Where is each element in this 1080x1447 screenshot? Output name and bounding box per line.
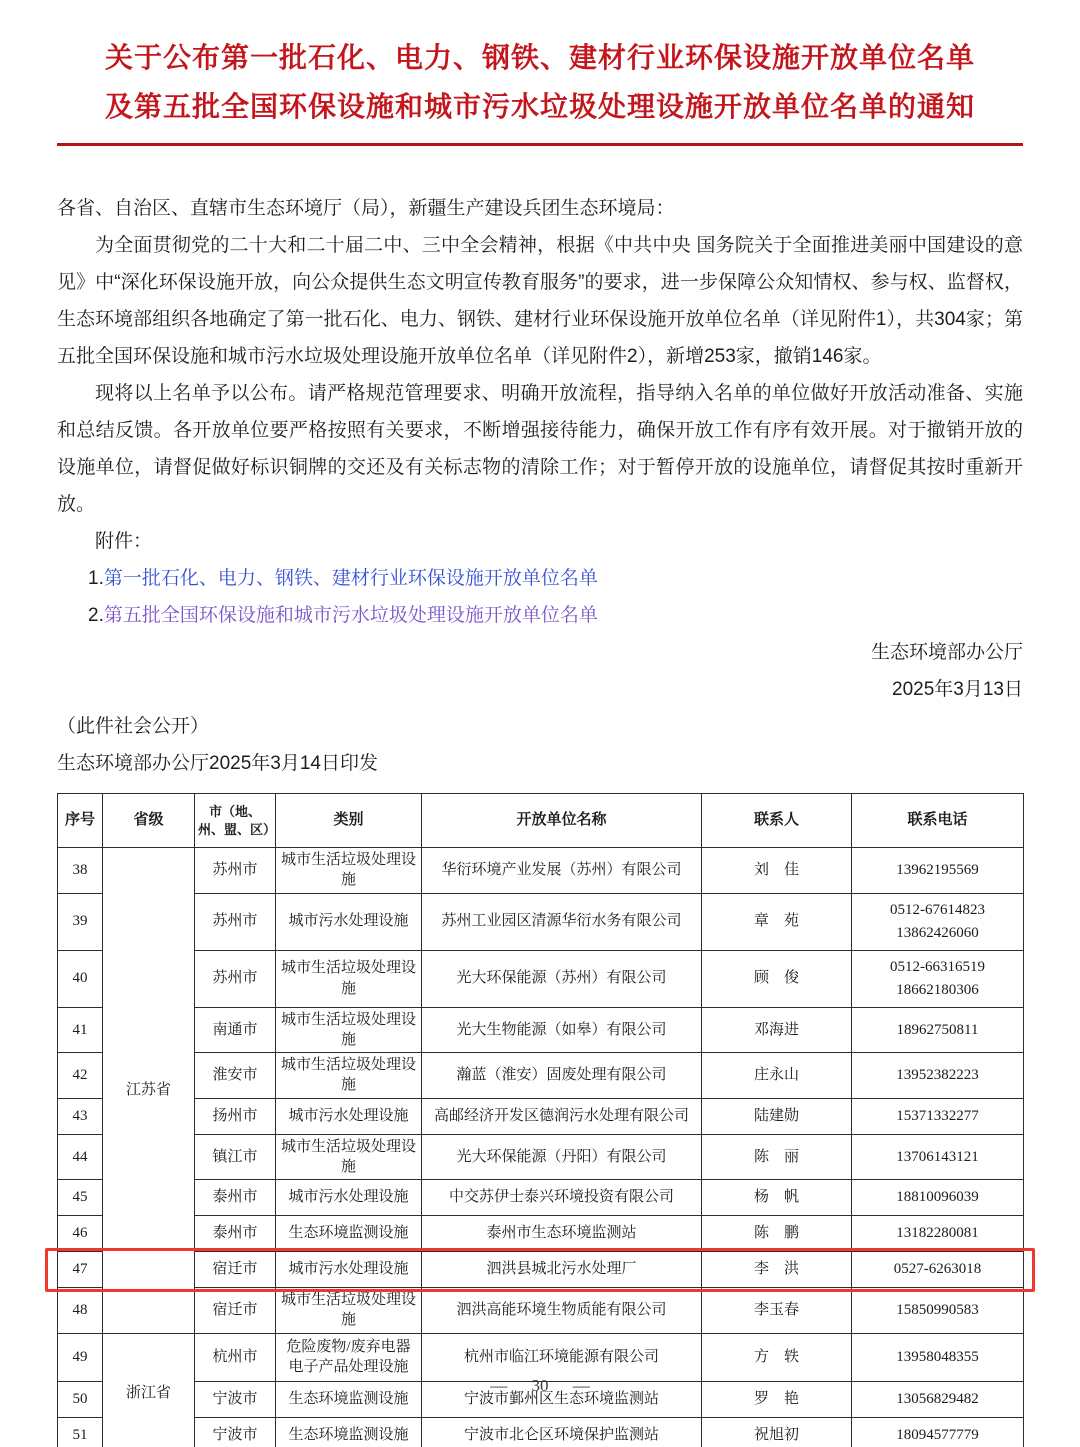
table-row [58,1098,1024,1134]
cell-city: 泰州市 [195,1216,276,1252]
cell-phone [852,1053,1024,1099]
document-title-line2: 及第五批全国环保设施和城市污水垃圾处理设施开放单位名单的通知 [104,91,975,122]
cell-unit: 苏州工业园区清源华衍水务有限公司 [422,893,702,950]
cell-unit: 杭州市临江环境能源有限公司 [422,1333,702,1381]
phone-line: 18810096039 [896,1189,979,1206]
header-phone: 联系电话 [852,794,1024,848]
phone-line: 13182280081 [896,1225,979,1242]
header-seq: 序号 [58,794,103,848]
table-row [58,848,1024,894]
cell-unit: 华衍环境产业发展（苏州）有限公司 [422,848,702,894]
header-province: 省级 [103,794,195,848]
phone-line: 15850990583 [896,1302,979,1318]
public-note: （此件社会公开） [57,716,210,737]
cell-seq: 47 [58,1252,103,1288]
cell-unit: 宁波市北仑区环境保护监测站 [422,1417,702,1447]
cell-city: 苏州市 [195,893,276,950]
table-row [58,1007,1024,1053]
cell-category: 城市生活垃圾处理设施 [276,950,422,1007]
attachment-2-link[interactable]: 第五批全国环保设施和城市污水垃圾处理设施开放单位名单 [103,605,598,626]
attachments-label: 附件： [95,531,153,552]
table-row [58,1216,1024,1252]
cell-city: 镇江市 [195,1134,276,1180]
cell-unit: 泗洪高能环境生物质能有限公司 [422,1288,702,1334]
units-table [57,793,1024,1447]
header-category: 类别 [276,794,422,848]
header-contact: 联系人 [702,794,852,848]
cell-unit: 高邮经济开发区德润污水处理有限公司 [422,1098,702,1134]
phone-line: 13056829482 [896,1390,979,1407]
cell-unit: 瀚蓝（淮安）固废处理有限公司 [422,1053,702,1099]
cell-seq: 40 [58,950,103,1007]
title-divider [57,143,1023,146]
cell-city: 宁波市 [195,1417,276,1447]
cell-city: 扬州市 [195,1098,276,1134]
attachment-1-number: 1. [88,568,104,589]
cell-phone [852,1134,1024,1180]
cell-seq: 42 [58,1053,103,1099]
cell-seq: 41 [58,1007,103,1053]
cell-phone [852,1288,1024,1334]
phone-line: 18094577779 [896,1426,979,1443]
cell-category: 生态环境监测设施 [276,1216,422,1252]
cell-contact: 陆建勋 [702,1098,852,1134]
cell-category: 危险废物/废弃电器电子产品处理设施 [276,1333,422,1381]
paragraph-1: 为全面贯彻党的二十大和二十届二中、三中全会精神，根据《中共中央 国务院关于全面推进美丽中国建设的意见》中“深化环保设施开放，向公众提供生态文明宣传教育服务”的要求，进一步保障公众知情权、参与权、监督权，生态环境部组织各地确定了第一批石化、电力、钢铁、建材行业环保设施开放单位名单（详见附件1），共304家；第五批全国环保设施和城市污水垃圾处理设施开放单位名单（详见附件2），新增253家，撤销146家。 [57,235,1023,367]
cell-city: 泰州市 [195,1180,276,1216]
table-header-row [58,794,1024,848]
cell-city: 宿迁市 [195,1252,276,1288]
cell-phone [852,1252,1024,1288]
cell-seq: 45 [58,1180,103,1216]
cell-contact: 章 苑 [702,893,852,950]
cell-contact: 罗 艳 [702,1381,852,1417]
cell-seq: 48 [58,1288,103,1334]
phone-line: 13952382223 [896,1067,979,1083]
cell-seq: 50 [58,1381,103,1417]
phone-line: 13862426060 [896,924,979,941]
paragraph-2: 现将以上名单予以公布。请严格规范管理要求、明确开放流程，指导纳入名单的单位做好开放活动准备、实施和总结反馈。各开放单位要严格按照有关要求，不断增强接待能力，确保开放工作有序有效开展。对于撤销开放的设施单位，请督促做好标识铜牌的交还及有关标志物的清除工作；对于暂停开放的设施单位，请督促其按时重新开放。 [57,383,1023,515]
cell-unit: 光大环保能源（丹阳）有限公司 [422,1134,702,1180]
cell-contact: 李 洪 [702,1252,852,1288]
salutation-line: 各省、自治区、直辖市生态环境厅（局），新疆生产建设兵团生态环境局： [57,198,675,219]
table-row [58,1333,1024,1381]
table-row [58,1417,1024,1447]
phone-line: 15371332277 [896,1107,979,1124]
cell-unit: 中交苏伊士泰兴环境投资有限公司 [422,1180,702,1216]
document-body [57,190,1023,782]
cell-category: 生态环境监测设施 [276,1417,422,1447]
phone-line: 13958048355 [896,1348,979,1365]
table-row-highlighted [58,1252,1024,1288]
cell-city: 宿迁市 [195,1288,276,1334]
cell-category: 城市生活垃圾处理设施 [276,1288,422,1334]
phone-line: 13962195569 [896,862,979,878]
cell-phone [852,848,1024,894]
units-table-wrapper [57,793,1023,1447]
document-title-line1: 关于公布第一批石化、电力、钢铁、建材行业环保设施开放单位名单 [104,42,975,73]
attachment-line-1 [57,560,1023,597]
table-row [58,1053,1024,1099]
attachment-2-number: 2. [88,605,104,626]
cell-contact: 庄永山 [702,1053,852,1099]
phone-line: 13706143121 [896,1148,979,1165]
cell-phone [852,1333,1024,1381]
cell-contact: 陈 鹏 [702,1216,852,1252]
cell-category: 城市污水处理设施 [276,1252,422,1288]
header-unit-name: 开放单位名称 [422,794,702,848]
cell-seq: 44 [58,1134,103,1180]
cell-city: 苏州市 [195,848,276,894]
phone-line: 0527-6263018 [893,1261,982,1278]
cell-phone [852,1007,1024,1053]
cell-unit: 泰州市生态环境监测站 [422,1216,702,1252]
cell-unit: 光大生物能源（如皋）有限公司 [422,1007,702,1053]
cell-seq: 49 [58,1333,103,1381]
cell-phone [852,950,1024,1007]
cell-phone [852,893,1024,950]
table-row [58,1180,1024,1216]
cell-category: 城市生活垃圾处理设施 [276,1053,422,1099]
phone-line: 0512-67614823 [890,902,985,918]
cell-seq: 38 [58,848,103,894]
cell-seq: 51 [58,1417,103,1447]
cell-category: 生态环境监测设施 [276,1381,422,1417]
cell-city: 杭州市 [195,1333,276,1381]
table-row [58,950,1024,1007]
cell-phone [852,1098,1024,1134]
header-city: 市（地、州、盟、区） [195,794,276,848]
cell-category: 城市污水处理设施 [276,893,422,950]
cell-unit: 光大环保能源（苏州）有限公司 [422,950,702,1007]
cell-city: 宁波市 [195,1381,276,1417]
cell-phone [852,1180,1024,1216]
cell-contact: 祝旭初 [702,1417,852,1447]
signer-name: 生态环境部办公厅 [870,642,1023,663]
cell-seq: 46 [58,1216,103,1252]
cell-contact: 杨 帆 [702,1180,852,1216]
cell-unit: 泗洪县城北污水处理厂 [422,1252,702,1288]
document-title [0,33,1080,131]
cell-category: 城市污水处理设施 [276,1180,422,1216]
cell-city: 南通市 [195,1007,276,1053]
table-row [58,1134,1024,1180]
cell-seq: 39 [58,893,103,950]
cell-contact: 李玉春 [702,1288,852,1334]
page-number: — 30 — [490,1376,590,1395]
cell-contact: 刘 佳 [702,848,852,894]
attachment-line-2 [57,597,1023,634]
cell-province-zhejiang: 浙江省 [103,1333,195,1447]
cell-contact: 陈 丽 [702,1134,852,1180]
cell-category: 城市生活垃圾处理设施 [276,1134,422,1180]
cell-province-jiangsu: 江苏省 [103,848,195,1334]
cell-contact: 顾 俊 [702,950,852,1007]
phone-line: 18962750811 [896,1021,979,1038]
cell-phone [852,1417,1024,1447]
cell-unit: 宁波市鄞州区生态环境监测站 [422,1381,702,1417]
cell-phone [852,1216,1024,1252]
cell-seq: 43 [58,1098,103,1134]
table-row [58,893,1024,950]
cell-contact: 邓海进 [702,1007,852,1053]
attachment-1-link[interactable]: 第一批石化、电力、钢铁、建材行业环保设施开放单位名单 [103,568,598,589]
sign-date: 2025年3月13日 [892,679,1023,700]
cell-category: 城市污水处理设施 [276,1098,422,1134]
phone-line: 0512-66316519 [890,959,985,975]
issue-note: 生态环境部办公厅2025年3月14日印发 [57,753,378,774]
cell-contact: 方 轶 [702,1333,852,1381]
cell-city: 苏州市 [195,950,276,1007]
phone-line: 18662180306 [896,981,979,998]
cell-city: 淮安市 [195,1053,276,1099]
cell-category: 城市生活垃圾处理设施 [276,848,422,894]
table-row [58,1288,1024,1334]
cell-category: 城市生活垃圾处理设施 [276,1007,422,1053]
